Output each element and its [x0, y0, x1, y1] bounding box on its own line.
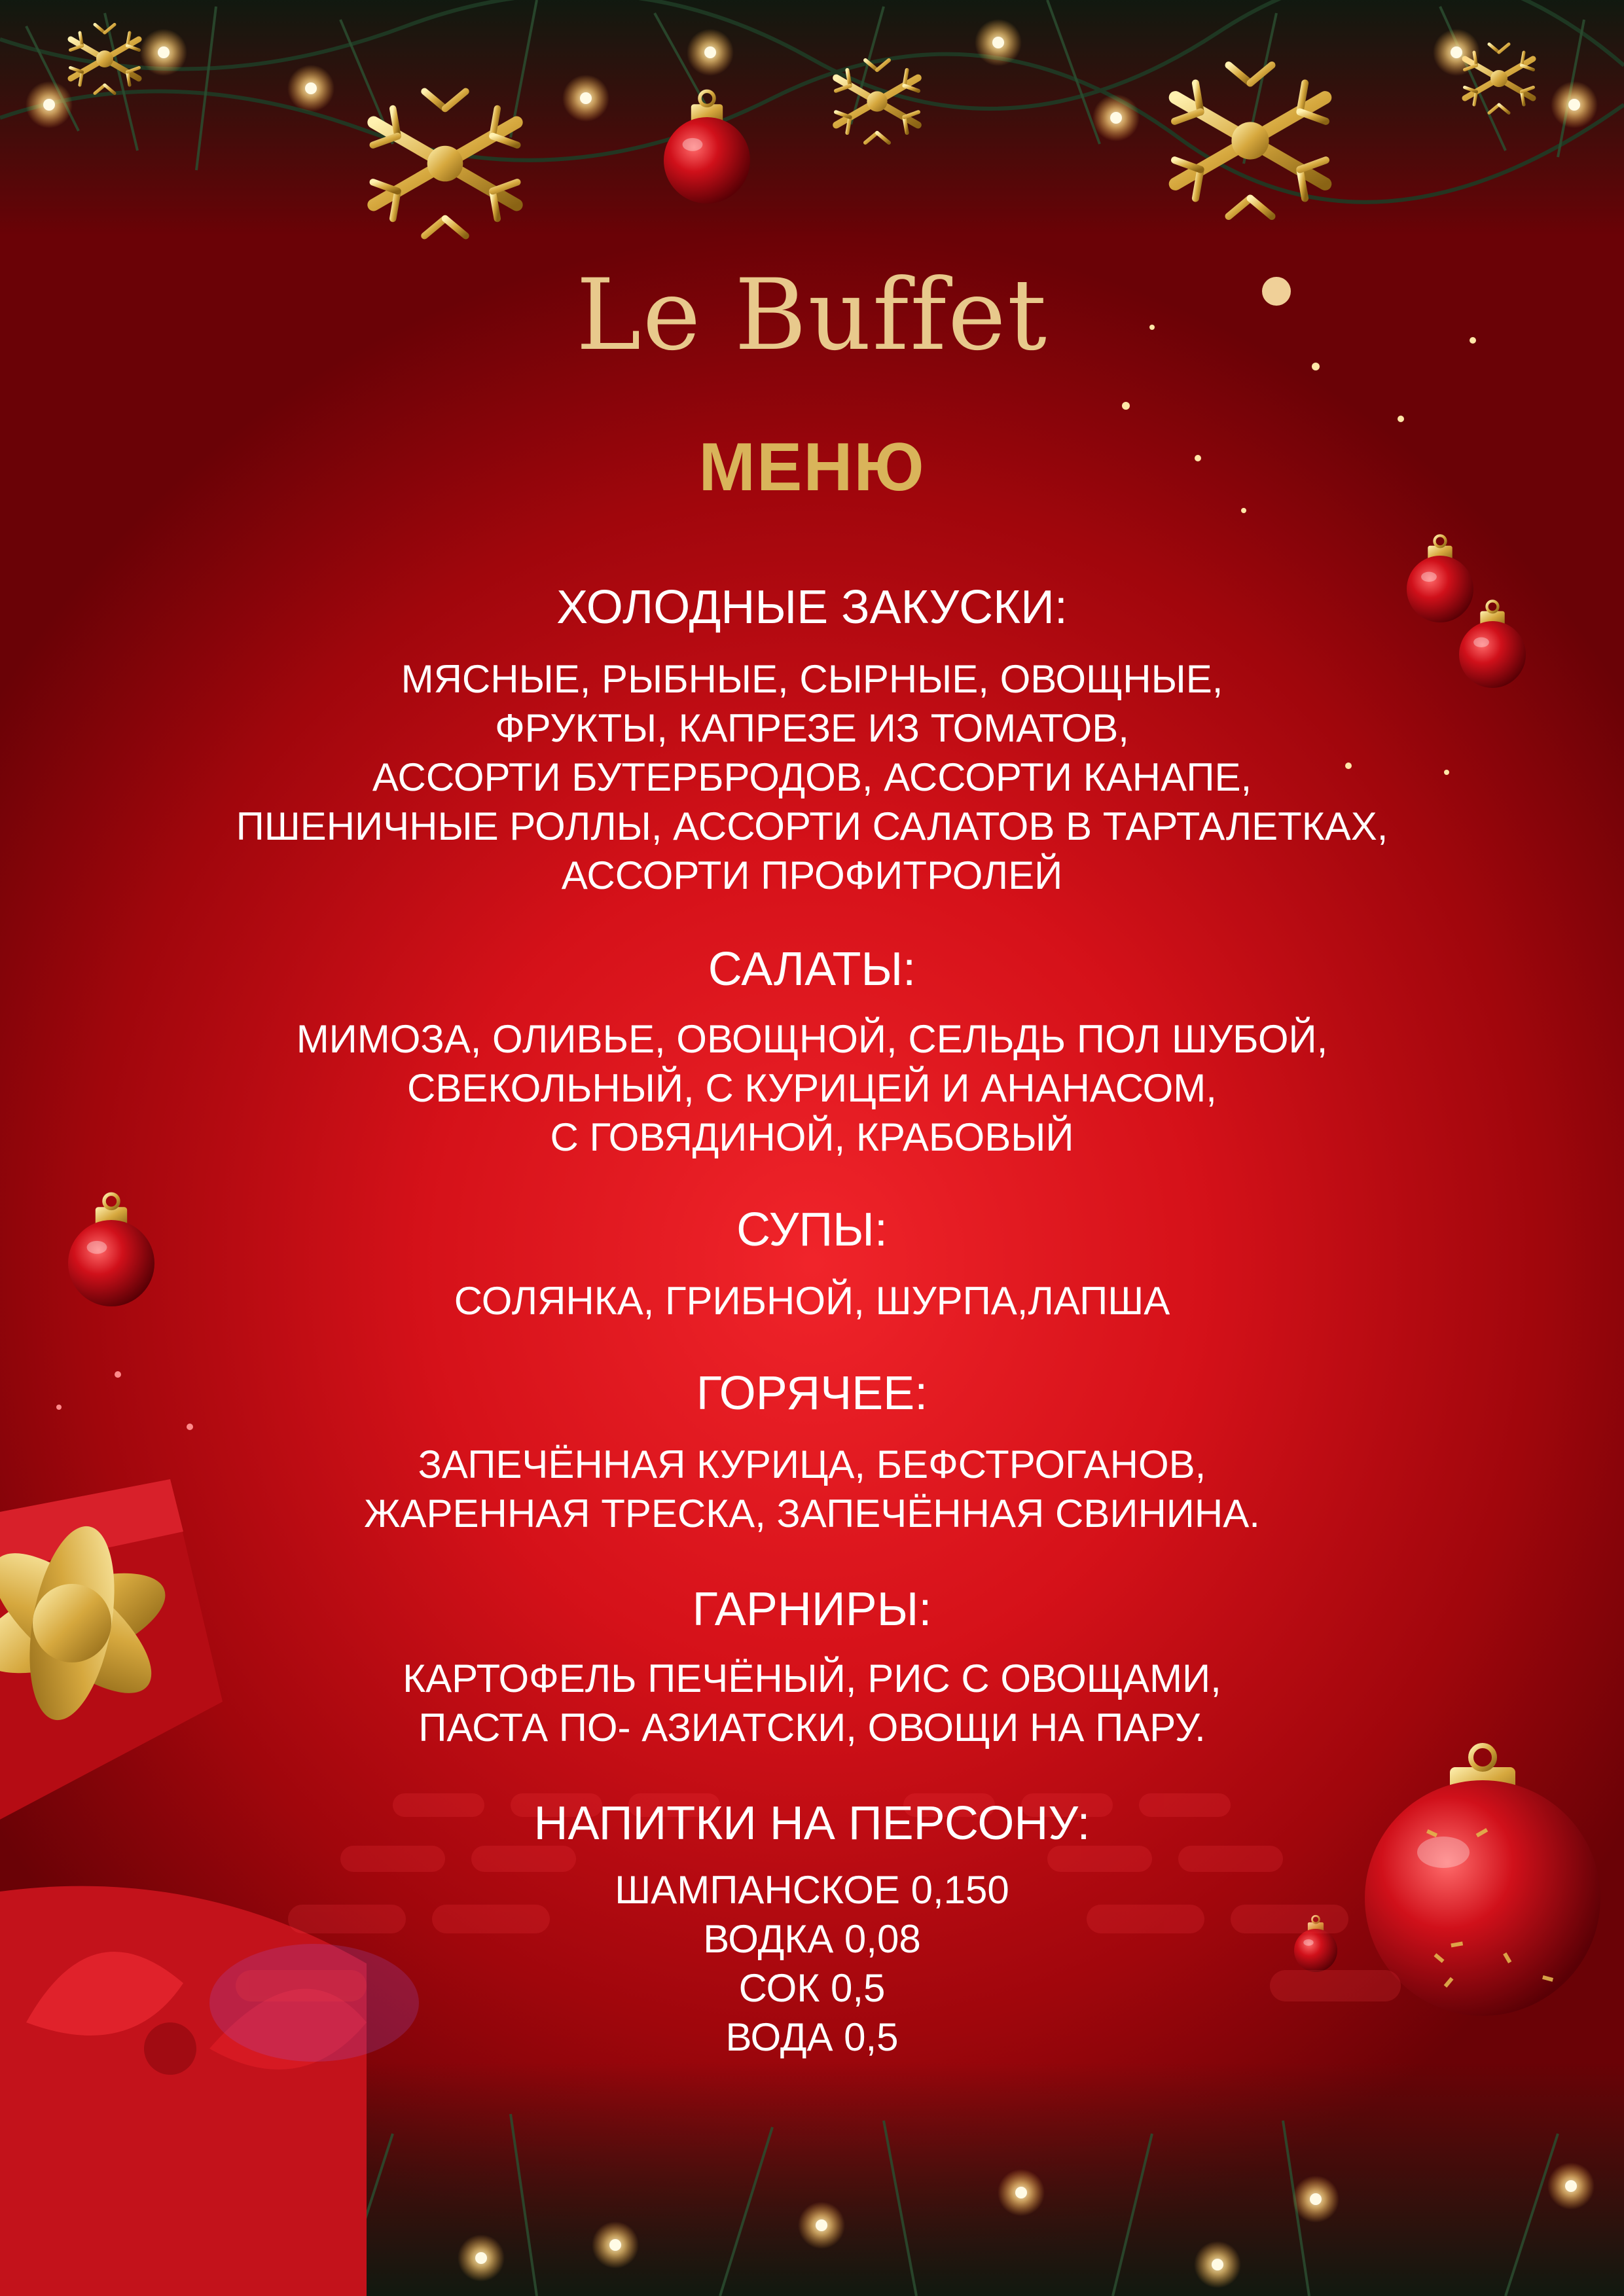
section-heading: ХОЛОДНЫЕ ЗАКУСКИ:	[556, 581, 1068, 634]
menu-line: АССОРТИ ПРОФИТРОЛЕЙ	[561, 853, 1063, 897]
menu-line: ПАСТА ПО- АЗИАТСКИ, ОВОЩИ НА ПАРУ.	[418, 1706, 1206, 1749]
menu-line: СОК 0,5	[738, 1966, 886, 2010]
menu-line: МИМОЗА, ОЛИВЬЕ, ОВОЩНОЙ, СЕЛЬДЬ ПОЛ ШУБОЙ,	[296, 1017, 1328, 1061]
section-heading: ГОРЯЧЕЕ:	[696, 1367, 928, 1420]
menu-line: ЖАРЕННАЯ ТРЕСКА, ЗАПЕЧЁННАЯ СВИНИНА.	[364, 1492, 1260, 1535]
section-heading: ГАРНИРЫ:	[692, 1583, 932, 1636]
section-heading: НАПИТКИ НА ПЕРСОНУ:	[533, 1797, 1091, 1850]
menu-line: КАРТОФЕЛЬ ПЕЧЁНЫЙ, РИС С ОВОЩАМИ,	[403, 1657, 1221, 1700]
menu-line: ПШЕНИЧНЫЕ РОЛЛЫ, АССОРТИ САЛАТОВ В ТАРТАЛЕТКАХ,	[236, 804, 1388, 848]
page-title: МЕНЮ	[698, 429, 926, 505]
brand-logo: Le Buffet	[576, 259, 1048, 372]
menu-line: АССОРТИ БУТЕРБРОДОВ, АССОРТИ КАНАПЕ,	[372, 755, 1252, 799]
menu-line: С ГОВЯДИНОЙ, КРАБОВЫЙ	[550, 1115, 1074, 1159]
menu-line: СОЛЯНКА, ГРИБНОЙ, ШУРПА,ЛАПША	[454, 1279, 1170, 1323]
menu-line: ВОДКА 0,08	[703, 1917, 921, 1961]
section-heading: СУПЫ:	[736, 1204, 888, 1256]
menu-line: ФРУКТЫ, КАПРЕЗЕ ИЗ ТОМАТОВ,	[495, 706, 1129, 750]
menu-line: ЗАПЕЧЁННАЯ КУРИЦА, БЕФСТРОГАНОВ,	[418, 1443, 1206, 1486]
menu-line: ВОДА 0,5	[725, 2015, 899, 2059]
menu-line: ШАМПАНСКОЕ 0,150	[615, 1868, 1009, 1912]
section-heading: САЛАТЫ:	[708, 943, 916, 996]
menu-line: МЯСНЫЕ, РЫБНЫЕ, СЫРНЫЕ, ОВОЩНЫЕ,	[401, 657, 1223, 701]
menu-line: СВЕКОЛЬНЫЙ, С КУРИЦЕЙ И АНАНАСОМ,	[407, 1066, 1217, 1110]
